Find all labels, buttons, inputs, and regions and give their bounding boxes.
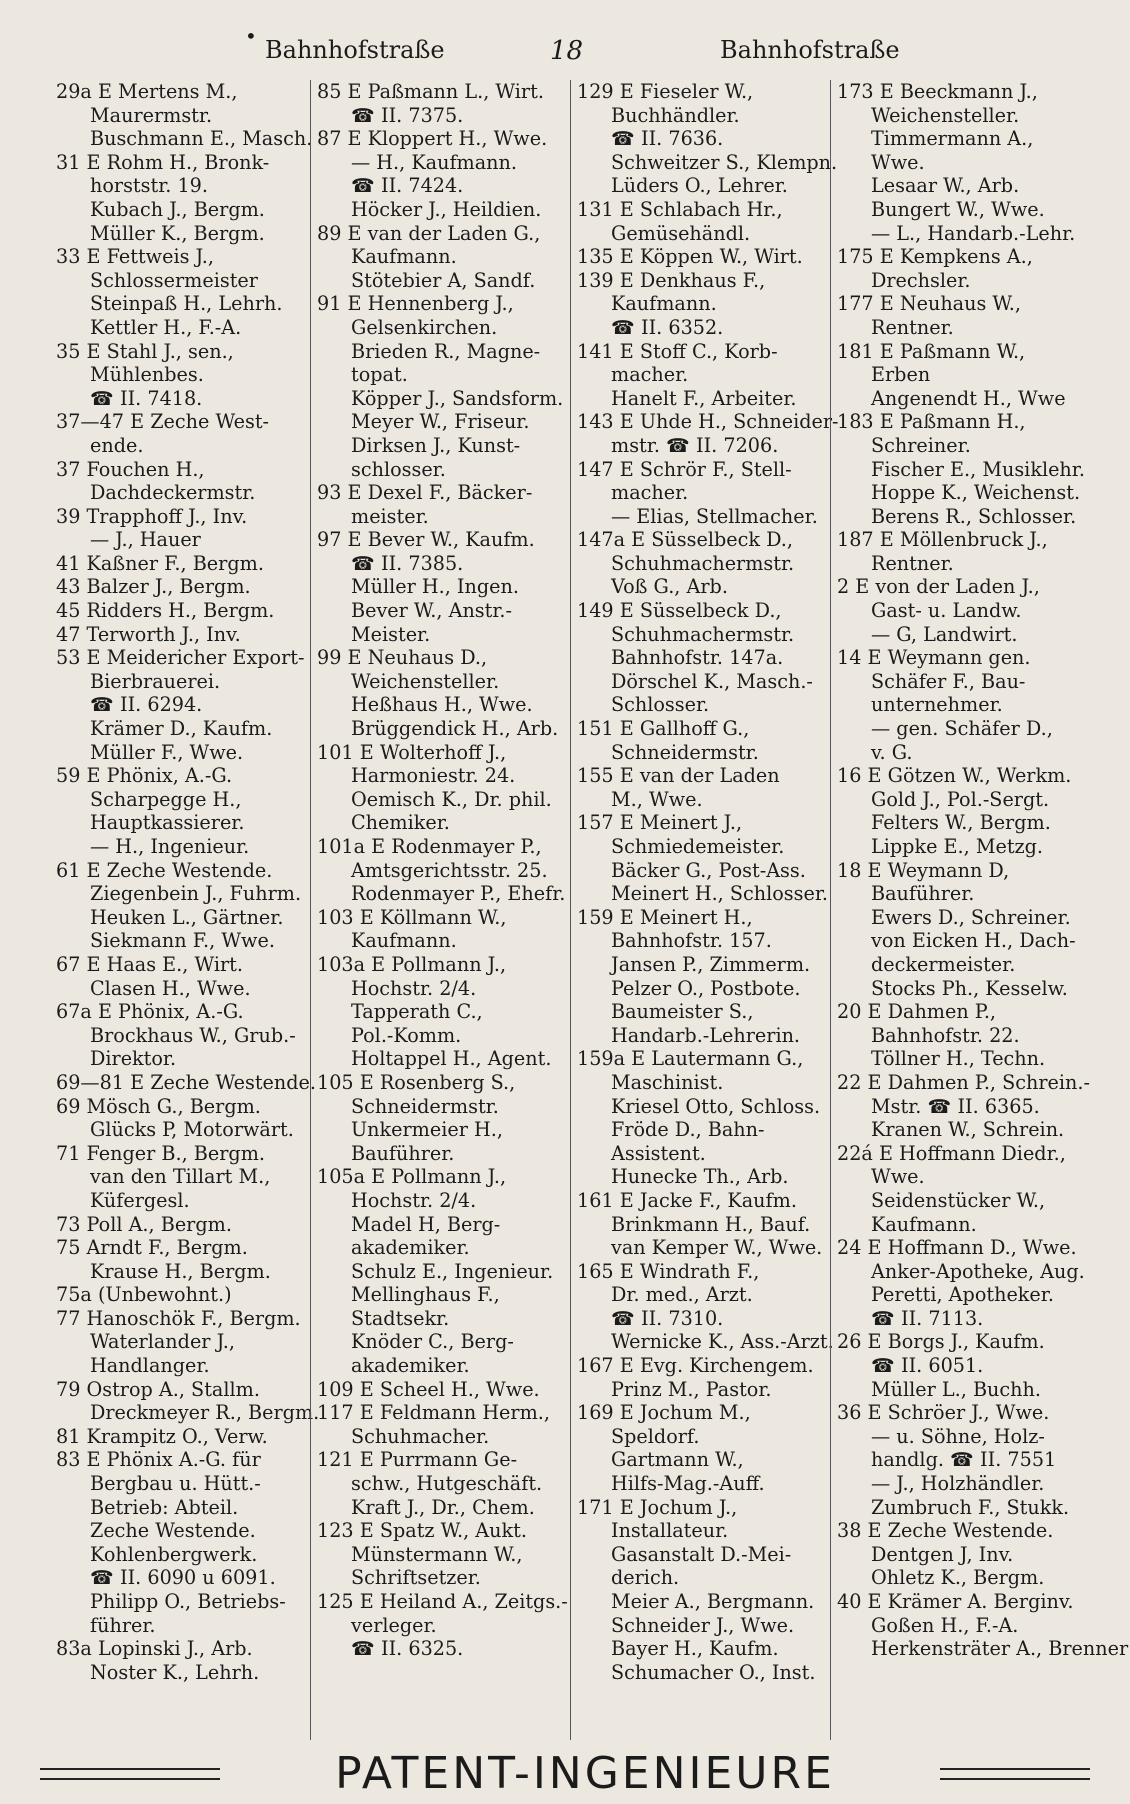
page-header bbox=[40, 24, 1090, 70]
directory-entry-line: Meyer W., Friseur. bbox=[351, 410, 530, 434]
footer-advert: PATENT-INGENIEURE bbox=[335, 1748, 835, 1799]
directory-entry-line: 161 E Jacke F., Kaufm. bbox=[577, 1188, 797, 1212]
directory-entry-line: 67a E Phönix, A.-G. bbox=[56, 1000, 244, 1024]
page-number: 18 bbox=[550, 36, 584, 66]
directory-entry-line: unternehmer. bbox=[871, 693, 1003, 717]
directory-entry-line: derich. bbox=[611, 1566, 680, 1590]
directory-entry-line: ☎ II. 6352. bbox=[611, 315, 724, 339]
directory-entry-line: Wwe. bbox=[871, 1165, 925, 1189]
directory-entry-line: ☎ II. 7385. bbox=[351, 551, 464, 575]
directory-entry-line: — G, Landwirt. bbox=[871, 622, 1018, 646]
directory-entry-line: Mühlenbes. bbox=[90, 363, 204, 387]
directory-entry-line: Harmoniestr. 24. bbox=[351, 764, 516, 788]
directory-entry-line: Fischer E., Musiklehr. bbox=[871, 457, 1085, 481]
directory-entry-line: Rodenmayer P., Ehefr. bbox=[351, 882, 566, 906]
directory-entry-line: Maurermstr. bbox=[90, 103, 213, 127]
directory-entry-line: Gasanstalt D.-Mei- bbox=[611, 1542, 792, 1566]
directory-entry-line: Gartmann W., bbox=[611, 1448, 744, 1472]
directory-entry-line: Stocks Ph., Kesselw. bbox=[871, 976, 1068, 1000]
directory-entry-line: Baumeister S., bbox=[611, 1000, 754, 1024]
directory-entry-line: Schumacher O., Inst. bbox=[611, 1660, 816, 1684]
directory-entry-line: akademiker. bbox=[351, 1354, 470, 1378]
directory-entry-line: Ewers D., Schreiner. bbox=[871, 905, 1071, 929]
directory-entry-line: Kaufmann. bbox=[871, 1212, 977, 1236]
directory-columns bbox=[50, 80, 1129, 1740]
directory-entry-line: deckermeister. bbox=[871, 952, 1016, 976]
directory-entry-line: 173 E Beeckmann J., bbox=[837, 80, 1038, 103]
directory-entry-line: Angenendt H., Wwe bbox=[871, 386, 1066, 410]
directory-entry-line: Timmermann A., bbox=[871, 127, 1034, 151]
directory-entry-line: von Eicken H., Dach- bbox=[871, 929, 1076, 953]
directory-entry-line: van den Tillart M., bbox=[90, 1165, 271, 1189]
directory-entry-line: Töllner H., Techn. bbox=[871, 1047, 1046, 1071]
directory-entry-line: 91 E Hennenberg J., bbox=[317, 292, 514, 316]
directory-entry-line: 26 E Borgs J., Kaufm. bbox=[837, 1330, 1045, 1354]
directory-entry-line: 131 E Schlabach Hr., bbox=[577, 197, 783, 221]
directory-entry-line: Brinkmann H., Bauf. bbox=[611, 1212, 811, 1236]
directory-entry-line: Fröde D., Bahn- bbox=[611, 1118, 765, 1142]
directory-entry-line: 139 E Denkhaus F., bbox=[577, 268, 766, 292]
directory-entry-line: Lesaar W., Arb. bbox=[871, 174, 1020, 198]
directory-entry-line: 105a E Pollmann J., bbox=[317, 1165, 507, 1189]
directory-entry-line: 2 E von der Laden J., bbox=[837, 575, 1040, 599]
directory-entry-line: Tapperath C., bbox=[351, 1000, 483, 1024]
directory-entry-line: 83a Lopinski J., Arb. bbox=[56, 1637, 253, 1661]
directory-entry-line: — H., Kaufmann. bbox=[351, 150, 517, 174]
directory-entry-line: 75 Arndt F., Bergm. bbox=[56, 1236, 248, 1260]
directory-entry-line: ☎ II. 7418. bbox=[90, 386, 203, 410]
directory-entry-line: Gast- u. Landw. bbox=[871, 599, 1022, 623]
directory-entry-line: Hilfs-Mag.-Auff. bbox=[611, 1472, 765, 1496]
directory-entry-line: 43 Balzer J., Bergm. bbox=[56, 575, 251, 599]
directory-entry-line: Meinert H., Schlosser. bbox=[611, 882, 829, 906]
directory-entry-line: 20 E Dahmen P., bbox=[837, 1000, 997, 1024]
directory-entry-line: akademiker. bbox=[351, 1236, 470, 1260]
directory-entry-line: ☎ II. 7636. bbox=[611, 127, 724, 151]
directory-entry-line: 75a (Unbewohnt.) bbox=[56, 1283, 232, 1307]
directory-entry-line: 175 E Kempkens A., bbox=[837, 245, 1033, 269]
directory-entry-line: 16 E Götzen W., Werkm. bbox=[837, 764, 1072, 788]
directory-entry-line: 101 E Wolterhoff J., bbox=[317, 740, 507, 764]
directory-entry-line: 31 E Rohm H., Bronk- bbox=[56, 150, 270, 174]
directory-entry-line: 67 E Haas E., Wirt. bbox=[56, 952, 243, 976]
directory-entry-line: Bauführer. bbox=[871, 882, 975, 906]
directory-entry-line: Hochstr. 2/4. bbox=[351, 976, 477, 1000]
directory-entry-line: 81 Krampitz O., Verw. bbox=[56, 1424, 268, 1448]
footer-banner bbox=[40, 1748, 1090, 1798]
directory-entry-line: Maschinist. bbox=[611, 1070, 724, 1094]
directory-entry-line: 37 Fouchen H., bbox=[56, 457, 205, 481]
directory-entry-line: 37—47 E Zeche West- bbox=[56, 410, 270, 434]
directory-entry-line: Müller F., Wwe. bbox=[90, 740, 244, 764]
directory-entry-line: 99 E Neuhaus D., bbox=[317, 646, 488, 670]
directory-entry-line: 129 E Fieseler W., bbox=[577, 80, 754, 103]
directory-entry-line: 14 E Weymann gen. bbox=[837, 646, 1031, 670]
directory-entry-line: 171 E Jochum J., bbox=[577, 1495, 738, 1519]
directory-entry-line: Bever W., Anstr.- bbox=[351, 599, 513, 623]
directory-entry-line: Steinpaß H., Lehrh. bbox=[90, 292, 283, 316]
directory-entry-line: Voß G., Arb. bbox=[611, 575, 728, 599]
directory-entry-line: Ziegenbein J., Fuhrm. bbox=[90, 882, 302, 906]
directory-entry-line: 151 E Gallhoff G., bbox=[577, 717, 750, 741]
directory-entry-line: 117 E Feldmann Herm., bbox=[317, 1401, 550, 1425]
directory-entry-line: Dachdeckermstr. bbox=[90, 481, 256, 505]
directory-entry-line: 147a E Süsselbeck D., bbox=[577, 528, 793, 552]
directory-entry-line: 39 Trapphoff J., Inv. bbox=[56, 504, 248, 528]
directory-entry-line: Dentgen J, Inv. bbox=[871, 1542, 1014, 1566]
directory-entry-line: Dörschel K., Masch.- bbox=[611, 669, 813, 693]
directory-entry-line: Krämer D., Kaufm. bbox=[90, 717, 273, 741]
directory-entry-line: Handarb.-Lehrerin. bbox=[611, 1023, 801, 1047]
directory-entry-line: Jansen P., Zimmerm. bbox=[611, 952, 811, 976]
directory-entry-line: Waterlander J., bbox=[90, 1330, 235, 1354]
directory-entry-line: 18 E Weymann D, bbox=[837, 858, 1010, 882]
directory-entry-line: Schreiner. bbox=[871, 433, 971, 457]
directory-entry-line: Schuhmachermstr. bbox=[611, 622, 795, 646]
directory-entry-line: van Kemper W., Wwe. bbox=[611, 1236, 823, 1260]
directory-entry-line: Bauführer. bbox=[351, 1141, 455, 1165]
directory-entry-line: 105 E Rosenberg S., bbox=[317, 1070, 516, 1094]
directory-entry-line: Bäcker G., Post-Ass. bbox=[611, 858, 806, 882]
directory-entry-line: 187 E Möllenbruck J., bbox=[837, 528, 1048, 552]
directory-entry-line: Glücks P, Motorwärt. bbox=[90, 1118, 294, 1142]
directory-entry-line: 33 E Fettweis J., bbox=[56, 245, 214, 269]
directory-entry-line: Schneidermstr. bbox=[351, 1094, 499, 1118]
directory-column bbox=[570, 80, 839, 1740]
directory-entry-line: ende. bbox=[90, 433, 144, 457]
directory-entry-line: Philipp O., Betriebs- bbox=[90, 1590, 286, 1613]
directory-entry-line: Berens R., Schlosser. bbox=[871, 504, 1077, 528]
directory-entry-line: Prinz M., Pastor. bbox=[611, 1377, 772, 1401]
directory-entry-line: Schmiedemeister. bbox=[611, 835, 785, 858]
directory-entry-line: 69—81 E Zeche Westende. bbox=[56, 1070, 316, 1094]
directory-entry-line: Direktor. bbox=[90, 1047, 177, 1071]
directory-entry-line: Bierbrauerei. bbox=[90, 669, 221, 693]
directory-entry-line: Kubach J., Bergm. bbox=[90, 197, 265, 221]
directory-entry-line: schlosser. bbox=[351, 457, 446, 481]
directory-entry-line: 36 E Schröer J., Wwe. bbox=[837, 1401, 1050, 1425]
directory-column bbox=[50, 80, 320, 1740]
directory-entry-line: Holtappel H., Agent. bbox=[351, 1047, 552, 1071]
directory-entry-line: Handlanger. bbox=[90, 1354, 210, 1378]
directory-entry-line: Pelzer O., Postbote. bbox=[611, 976, 801, 1000]
directory-entry-line: ☎ II. 6051. bbox=[871, 1354, 984, 1378]
directory-entry-line: Krause H., Bergm. bbox=[90, 1259, 271, 1283]
directory-entry-line: Meister. bbox=[351, 622, 431, 646]
directory-entry-line: Hoppe K., Weichenst. bbox=[871, 481, 1081, 505]
directory-entry-line: Kraft J., Dr., Chem. bbox=[351, 1495, 535, 1519]
directory-entry-line: ☎ II. 7113. bbox=[871, 1306, 984, 1330]
directory-entry-line: 125 E Heiland A., Zeitgs.- bbox=[317, 1590, 568, 1613]
directory-entry-line: Lüders O., Lehrer. bbox=[611, 174, 788, 198]
directory-entry-line: Köpper J., Sandsform. bbox=[351, 386, 564, 410]
directory-entry-line: topat. bbox=[351, 363, 408, 387]
directory-entry-line: 77 Hanoschök F., Bergm. bbox=[56, 1306, 301, 1330]
directory-entry-line: Schweitzer S., Klempn. bbox=[611, 150, 838, 174]
directory-entry-line: Peretti, Apotheker. bbox=[871, 1283, 1054, 1307]
directory-entry-line: Hauptkassierer. bbox=[90, 811, 245, 835]
directory-entry-line: — L., Handarb.-Lehr. bbox=[871, 221, 1076, 245]
directory-entry-line: führer. bbox=[90, 1613, 156, 1637]
directory-entry-line: Goßen H., F.-A. bbox=[871, 1613, 1019, 1637]
directory-entry-line: — gen. Schäfer D., bbox=[871, 717, 1053, 741]
directory-entry-line: 59 E Phönix, A.-G. bbox=[56, 764, 233, 788]
directory-entry-line: 167 E Evg. Kirchengem. bbox=[577, 1354, 814, 1378]
directory-entry-line: 101a E Rodenmayer P., bbox=[317, 835, 542, 858]
directory-entry-line: v. G. bbox=[871, 740, 913, 764]
directory-entry-line: handlg. ☎ II. 7551 bbox=[871, 1448, 1057, 1472]
directory-entry-line: Lippke E., Metzg. bbox=[871, 835, 1044, 858]
directory-entry-line: 143 E Uhde H., Schneider- bbox=[577, 410, 839, 434]
directory-entry-line: Schlossermeister bbox=[90, 268, 258, 292]
directory-entry-line: Weichensteller. bbox=[871, 103, 1020, 127]
directory-entry-line: 41 Kaßner F., Bergm. bbox=[56, 551, 264, 575]
directory-entry-line: Bahnhofstr. 147a. bbox=[611, 646, 784, 670]
directory-entry-line: 103a E Pollmann J., bbox=[317, 952, 507, 976]
directory-entry-line: Wwe. bbox=[871, 150, 925, 174]
directory-entry-line: verleger. bbox=[351, 1613, 437, 1637]
directory-entry-line: Stadtsekr. bbox=[351, 1306, 450, 1330]
directory-entry-line: Müller K., Bergm. bbox=[90, 221, 265, 245]
directory-entry-line: Küfergesl. bbox=[90, 1188, 190, 1212]
directory-entry-line: 79 Ostrop A., Stallm. bbox=[56, 1377, 260, 1401]
directory-entry-line: ☎ II. 7424. bbox=[351, 174, 464, 198]
directory-entry-line: 29a E Mertens M., bbox=[56, 80, 238, 103]
directory-entry-line: Dreckmeyer R., Bergm. bbox=[90, 1401, 320, 1425]
directory-entry-line: Müller H., Ingen. bbox=[351, 575, 519, 599]
directory-entry-line: 71 Fenger B., Bergm. bbox=[56, 1141, 266, 1165]
directory-entry-line: 24 E Hoffmann D., Wwe. bbox=[837, 1236, 1077, 1260]
directory-entry-line: Seidenstücker W., bbox=[871, 1188, 1046, 1212]
directory-entry-line: — H., Ingenieur. bbox=[90, 835, 250, 858]
directory-entry-line: Kaufmann. bbox=[611, 292, 717, 316]
directory-entry-line: Brüggendick H., Arb. bbox=[351, 717, 559, 741]
header-street-left: Bahnhofstraße bbox=[265, 36, 445, 64]
directory-entry-line: M., Wwe. bbox=[611, 787, 703, 811]
directory-entry-line: 85 E Paßmann L., Wirt. bbox=[317, 80, 544, 103]
directory-entry-line: Noster K., Lehrh. bbox=[90, 1660, 260, 1684]
directory-entry-line: 121 E Purrmann Ge- bbox=[317, 1448, 518, 1472]
directory-entry-line: Höcker J., Heildien. bbox=[351, 197, 542, 221]
directory-entry-line: Rentner. bbox=[871, 315, 954, 339]
directory-entry-line: Bayer H., Kaufm. bbox=[611, 1637, 779, 1661]
directory-entry-line: Gold J., Pol.-Sergt. bbox=[871, 787, 1050, 811]
directory-entry-line: Schuhmacher. bbox=[351, 1424, 490, 1448]
directory-entry-line: 169 E Jochum M., bbox=[577, 1401, 751, 1425]
directory-entry-line: Anker-Apotheke, Aug. bbox=[871, 1259, 1085, 1283]
directory-entry-line: mstr. ☎ II. 7206. bbox=[611, 433, 779, 457]
directory-entry-line: 147 E Schrör F., Stell- bbox=[577, 457, 792, 481]
directory-entry-line: Bahnhofstr. 157. bbox=[611, 929, 772, 953]
directory-entry-line: 109 E Scheel H., Wwe. bbox=[317, 1377, 540, 1401]
directory-entry-line: 177 E Neuhaus W., bbox=[837, 292, 1021, 316]
directory-entry-line: Bahnhofstr. 22. bbox=[871, 1023, 1020, 1047]
directory-entry-line: schw., Hutgeschäft. bbox=[351, 1472, 543, 1496]
directory-entry-line: 87 E Kloppert H., Wwe. bbox=[317, 127, 548, 151]
directory-entry-line: — Elias, Stellmacher. bbox=[611, 504, 818, 528]
directory-entry-line: Schäfer F., Bau- bbox=[871, 669, 1026, 693]
directory-entry-line: Münstermann W., bbox=[351, 1542, 523, 1566]
directory-entry-line: 83 E Phönix A.-G. für bbox=[56, 1448, 261, 1472]
directory-entry-line: Gelsenkirchen. bbox=[351, 315, 498, 339]
directory-entry-line: 135 E Köppen W., Wirt. bbox=[577, 245, 803, 269]
directory-entry-line: horststr. 19. bbox=[90, 174, 208, 198]
directory-entry-line: Madel H, Berg- bbox=[351, 1212, 501, 1236]
directory-entry-line: Rentner. bbox=[871, 551, 954, 575]
footer-rule-right bbox=[940, 1768, 1090, 1780]
directory-entry-line: 35 E Stahl J., sen., bbox=[56, 339, 234, 363]
directory-entry-line: Stötebier A, Sandf. bbox=[351, 268, 536, 292]
directory-entry-line: Dirksen J., Kunst- bbox=[351, 433, 521, 457]
directory-entry-line: 183 E Paßmann H., bbox=[837, 410, 1026, 434]
directory-entry-line: Kaufmann. bbox=[351, 929, 457, 953]
directory-entry-line: Buschmann E., Masch. bbox=[90, 127, 313, 151]
directory-entry-line: Kranen W., Schrein. bbox=[871, 1118, 1065, 1142]
directory-entry-line: Knöder C., Berg- bbox=[351, 1330, 514, 1354]
directory-entry-line: 38 E Zeche Westende. bbox=[837, 1519, 1054, 1543]
directory-entry-line: Siekmann F., Wwe. bbox=[90, 929, 275, 953]
directory-entry-line: Buchhändler. bbox=[611, 103, 740, 127]
directory-entry-line: Müller L., Buchh. bbox=[871, 1377, 1041, 1401]
directory-entry-line: 93 E Dexel F., Bäcker- bbox=[317, 481, 533, 505]
directory-entry-line: Bungert W., Wwe. bbox=[871, 197, 1045, 221]
directory-entry-line: 159a E Lautermann G., bbox=[577, 1047, 804, 1071]
directory-entry-line: Hanelt F., Arbeiter. bbox=[611, 386, 797, 410]
directory-entry-line: 159 E Meinert H., bbox=[577, 905, 753, 929]
directory-entry-line: Scharpegge H., bbox=[90, 787, 242, 811]
directory-entry-line: 22á E Hoffmann Diedr., bbox=[837, 1141, 1066, 1165]
directory-entry-line: Hunecke Th., Arb. bbox=[611, 1165, 789, 1189]
directory-entry-line: Schneidermstr. bbox=[611, 740, 759, 764]
directory-entry-line: — u. Söhne, Holz- bbox=[871, 1424, 1045, 1448]
directory-entry-line: 141 E Stoff C., Korb- bbox=[577, 339, 778, 363]
directory-entry-line: — J., Holzhändler. bbox=[871, 1472, 1045, 1496]
directory-column bbox=[830, 80, 1129, 1740]
directory-entry-line: Amtsgerichtsstr. 25. bbox=[351, 858, 548, 882]
directory-entry-line: 181 E Paßmann W., bbox=[837, 339, 1026, 363]
directory-entry-line: meister. bbox=[351, 504, 429, 528]
directory-entry-line: macher. bbox=[611, 481, 689, 505]
directory-entry-line: Betrieb: Abteil. bbox=[90, 1495, 239, 1519]
directory-entry-line: 53 E Meidericher Export- bbox=[56, 646, 305, 670]
directory-entry-line: Brockhaus W., Grub.- bbox=[90, 1023, 296, 1047]
directory-entry-line: ☎ II. 7375. bbox=[351, 103, 464, 127]
directory-entry-line: ☎ II. 7310. bbox=[611, 1306, 724, 1330]
directory-entry-line: Schuhmachermstr. bbox=[611, 551, 795, 575]
directory-entry-line: 47 Terworth J., Inv. bbox=[56, 622, 241, 646]
directory-entry-line: Dr. med., Arzt. bbox=[611, 1283, 753, 1307]
directory-entry-line: Heßhaus H., Wwe. bbox=[351, 693, 533, 717]
directory-entry-line: 155 E van der Laden bbox=[577, 764, 780, 788]
directory-entry-line: Kohlenbergwerk. bbox=[90, 1542, 258, 1566]
directory-entry-line: Herkensträter A., Brenner bbox=[871, 1637, 1129, 1661]
directory-entry-line: Wernicke K., Ass.-Arzt. bbox=[611, 1330, 834, 1354]
directory-entry-line: ☎ II. 6325. bbox=[351, 1637, 464, 1661]
directory-entry-line: Speldorf. bbox=[611, 1424, 700, 1448]
directory-entry-line: 22 E Dahmen P., Schrein.- bbox=[837, 1070, 1090, 1094]
directory-entry-line: Brieden R., Magne- bbox=[351, 339, 541, 363]
directory-entry-line: 69 Mösch G., Bergm. bbox=[56, 1094, 261, 1118]
directory-entry-line: Clasen H., Wwe. bbox=[90, 976, 251, 1000]
directory-entry-line: ☎ II. 6090 u 6091. bbox=[90, 1566, 276, 1590]
directory-entry-line: Schlosser. bbox=[611, 693, 710, 717]
directory-entry-line: Drechsler. bbox=[871, 268, 971, 292]
directory-entry-line: 73 Poll A., Bergm. bbox=[56, 1212, 232, 1236]
directory-entry-line: Schneider J., Wwe. bbox=[611, 1613, 795, 1637]
directory-entry-line: Kriesel Otto, Schloss. bbox=[611, 1094, 821, 1118]
directory-entry-line: Ohletz K., Bergm. bbox=[871, 1566, 1045, 1590]
directory-entry-line: Bergbau u. Hütt.- bbox=[90, 1472, 261, 1496]
directory-entry-line: Installateur. bbox=[611, 1519, 729, 1543]
directory-entry-line: Zumbruch F., Stukk. bbox=[871, 1495, 1070, 1519]
directory-entry-line: Mellinghaus F., bbox=[351, 1283, 500, 1307]
directory-entry-line: Heuken L., Gärtner. bbox=[90, 905, 284, 929]
directory-entry-line: Kaufmann. bbox=[351, 245, 457, 269]
directory-entry-line: 97 E Bever W., Kaufm. bbox=[317, 528, 535, 552]
directory-entry-line: Felters W., Bergm. bbox=[871, 811, 1051, 835]
directory-entry-line: — J., Hauer bbox=[90, 528, 201, 552]
directory-entry-line: Mstr. ☎ II. 6365. bbox=[871, 1094, 1040, 1118]
directory-entry-line: Chemiker. bbox=[351, 811, 450, 835]
directory-entry-line: Weichensteller. bbox=[351, 669, 500, 693]
directory-entry-line: 61 E Zeche Westende. bbox=[56, 858, 273, 882]
directory-entry-line: 157 E Meinert J., bbox=[577, 811, 743, 835]
directory-entry-line: 103 E Köllmann W., bbox=[317, 905, 507, 929]
ink-dot: • bbox=[245, 24, 257, 48]
header-street-right: Bahnhofstraße bbox=[720, 36, 900, 64]
directory-entry-line: Oemisch K., Dr. phil. bbox=[351, 787, 552, 811]
directory-entry-line: Pol.-Komm. bbox=[351, 1023, 462, 1047]
directory-entry-line: Unkermeier H., bbox=[351, 1118, 503, 1142]
directory-column bbox=[310, 80, 570, 1740]
directory-entry-line: ☎ II. 6294. bbox=[90, 693, 203, 717]
directory-entry-line: 165 E Windrath F., bbox=[577, 1259, 760, 1283]
directory-entry-line: 89 E van der Laden G., bbox=[317, 221, 541, 245]
directory-entry-line: Schulz E., Ingenieur. bbox=[351, 1259, 554, 1283]
directory-entry-line: Erben bbox=[871, 363, 931, 387]
directory-entry-line: Meier A., Bergmann. bbox=[611, 1590, 815, 1613]
directory-entry-line: Gemüsehändl. bbox=[611, 221, 751, 245]
directory-entry-line: Kettler H., F.-A. bbox=[90, 315, 242, 339]
directory-entry-line: Zeche Westende. bbox=[90, 1519, 256, 1543]
directory-entry-line: Assistent. bbox=[611, 1141, 706, 1165]
directory-entry-line: macher. bbox=[611, 363, 689, 387]
directory-entry-line: 149 E Süsselbeck D., bbox=[577, 599, 782, 623]
directory-entry-line: 45 Ridders H., Bergm. bbox=[56, 599, 275, 623]
directory-entry-line: 123 E Spatz W., Aukt. bbox=[317, 1519, 527, 1543]
directory-entry-line: Hochstr. 2/4. bbox=[351, 1188, 477, 1212]
directory-entry-line: 40 E Krämer A. Berginv. bbox=[837, 1590, 1074, 1613]
directory-entry-line: Schriftsetzer. bbox=[351, 1566, 481, 1590]
footer-rule-left bbox=[40, 1768, 220, 1780]
